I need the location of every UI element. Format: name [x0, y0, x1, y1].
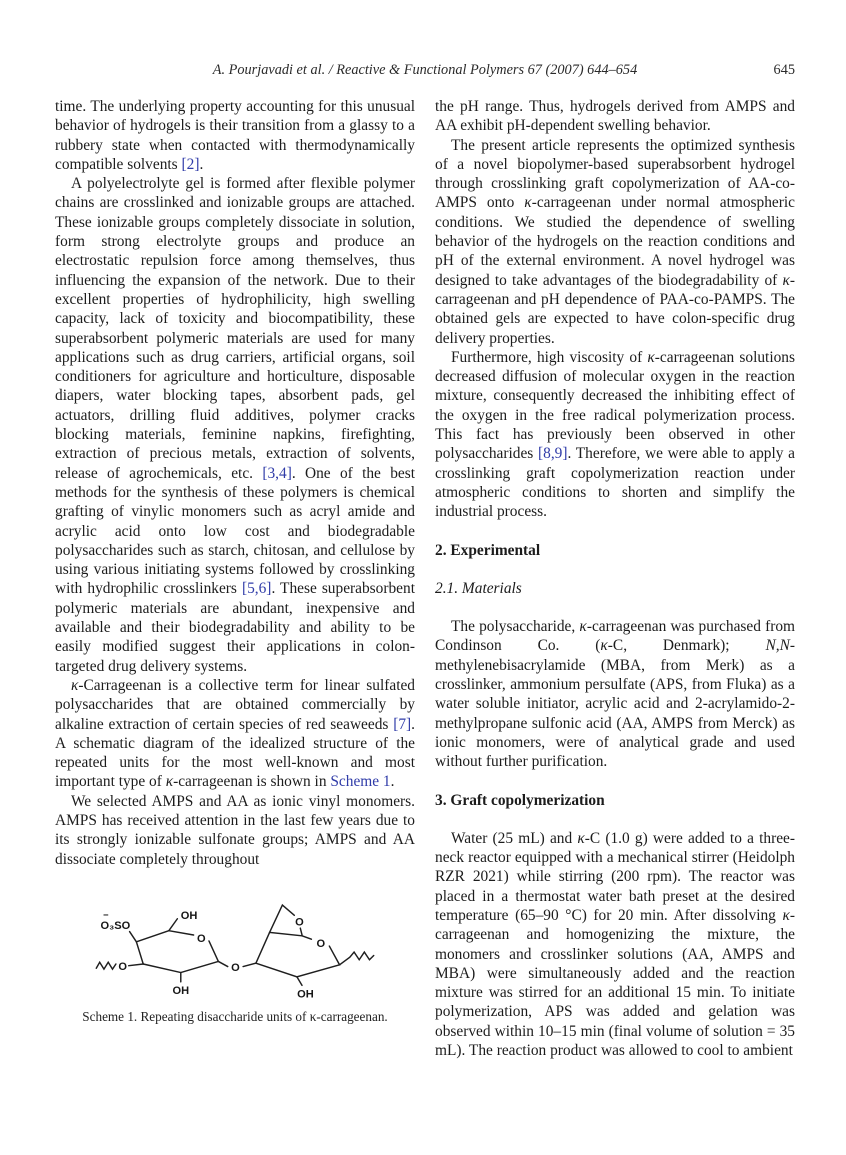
kappa-carrageenan-structure — [92, 893, 378, 1000]
text-run: -carrageenan is shown in — [173, 773, 331, 791]
section-heading-experimental — [435, 541, 795, 560]
paragraph — [55, 97, 415, 174]
glycosidic-oxygen-label: O — [231, 961, 240, 974]
right-column-text — [435, 97, 795, 1060]
text-run: the pH range. Thus, hydrogels derived from AMPS and AA exhibit pH-dependent swelling behavior. — [435, 98, 795, 135]
text-run: κ — [600, 637, 608, 655]
citation-link-3-4[interactable]: [3,4] — [262, 464, 292, 482]
text-run: N,N — [765, 637, 790, 655]
right-column — [435, 97, 795, 1060]
text-run: . These superabsorbent polymeric materials are abundant, inexpensive and available and their biodegradability and ability to be easily modified suggest their applications in colon-targeted drug delivery systems. — [55, 580, 415, 675]
paragraph — [55, 676, 415, 792]
text-run: Furthermore, high viscosity of — [451, 348, 648, 366]
text-run: -methylenebisacrylamide (MBA, from Merk) as a crosslinker, ammonium persulfate (APS, from Fluka) as a water soluble initiator, acrylic acid and 2-acrylamido-2-methylpropane sulfonic acid (AA, AMPS from Merck) as ionic monomers, were of analytical grade and used without further purification. — [435, 637, 795, 771]
text-run: κ — [524, 194, 532, 212]
text-run: κ — [71, 676, 79, 694]
text-run: κ — [577, 829, 585, 847]
text-run: We selected AMPS and AA as ionic vinyl monomers. AMPS has received attention in the last few years due to its strongly ionizable sulfonate groups; AMPS and AA dissociate completely throughout — [55, 792, 415, 868]
oh-bottom-right-label: OH — [297, 988, 314, 1000]
scheme-1-link[interactable]: Scheme 1 — [330, 773, 391, 791]
citation-link-5-6[interactable]: [5,6] — [241, 580, 272, 598]
section-heading-graft-copolymerization — [435, 791, 795, 810]
text-run: -carrageenan and homogenizing the mixture, the monomers and crosslinker solutions (AA, AMPS and MBA) were simultaneously added and the reaction mixture was stirred for an additional 15 min. To initiate polymerization, APS was added and gelation was observed within 10–15 min (final volume of solution = 35 mL). The reaction product was allowed to cool to ambient — [435, 906, 795, 1060]
oh-bottom-left-label: OH — [172, 984, 190, 997]
text-run: -carrageenan was purchased from Condinson Co. ( — [435, 618, 796, 655]
ring-oxygen-left-label: O — [196, 932, 206, 945]
text-run: A polyelectrolyte gel is formed after flexible polymer chains are crosslinked and ionizable groups are attached. These ionizable groups completely dissociate in solution, form strong electrolyte groups and produce an electrostatic repulsion force among themselves, thus influencing the expansion of the network. Due to their excellent properties of hydrophilicity, high swelling capacity, lack of toxicity and biocompatibility, these superabsorbent polymeric materials are used for many applications such as drug carriers, artificial organs, soil conditioners for agriculture and horticulture, disposable diapers, water blocking tapes, absorbent pads, gel actuators, drilling fluid additives, polymer cracks blocking materials, feminine napkins, firefighting, extraction of precious metals, extraction of solvents, release of agrochemicals, etc. — [55, 175, 415, 482]
text-run: time. The underlying property accounting for this unusual behavior of hydrogels is their transition from a glassy to a rubbery state when contacted with thermodynamically compatible solvents — [55, 98, 415, 173]
paragraph — [435, 97, 795, 136]
text-run: -carrageenan under normal atmospheric conditions. We studied the dependence of swelling behavior of the hydrogels on the reaction conditions and pH of the external environment. A novel hydrogel was designed to take advantages of the biodegradability of — [435, 194, 795, 289]
text-run: κ — [782, 906, 790, 924]
text-run: -carrageenan and pH dependence of PAA-co-PAMPS. The obtained gels are expected to have colon-specific drug delivery properties. — [435, 271, 795, 347]
anhydro-bridge-oxygen-label: O — [295, 916, 304, 929]
running-title: A. Pourjavadi et al. / Reactive & Functional Polymers 67 (2007) 644–654 — [212, 62, 638, 78]
text-run: κ — [579, 618, 587, 636]
paragraph — [435, 136, 795, 348]
text-run: . — [199, 155, 204, 173]
text-run: 3. Graft copolymerization — [435, 791, 605, 809]
paragraph — [55, 792, 415, 869]
right-squiggle-bond — [340, 952, 374, 965]
paragraph — [55, 174, 415, 676]
text-run: -Carrageenan is a collective term for linear sulfated polysaccharides that are obtained commercially by alkaline extraction of certain species of red seaweeds — [55, 676, 415, 733]
text-run: -C (1.0 g) were added to a three-neck reactor equipped with a mechanical stirrer (Heidolph RZR 2021) while stirring (200 rpm). The reactor was placed in a thermostat water bath preset at the desired temperature (65–90 °C) for 20 min. After dissolving — [435, 829, 795, 924]
text-run: κ — [782, 271, 790, 289]
text-run: κ — [647, 348, 655, 366]
left-column — [55, 97, 415, 1060]
subsection-heading-materials — [435, 579, 795, 598]
page-number: 645 — [773, 62, 795, 78]
text-run: κ — [165, 773, 174, 791]
text-run: 2.1. Materials — [435, 579, 522, 597]
text-run: . Therefore, we were able to apply a crosslinking graft copolymerization reaction under atmospheric conditions to shorten and simplify the industrial process. — [435, 445, 795, 521]
scheme-caption: Scheme 1. Repeating disaccharide units of κ-carrageenan. — [82, 1008, 388, 1024]
ring-oxygen-right-label: O — [316, 937, 326, 950]
text-run: . A schematic diagram of the idealized structure of the repeated units for the most well-known and most important type of — [55, 715, 415, 791]
running-header — [55, 62, 795, 82]
ch2oh-label: OH — [180, 909, 198, 922]
scheme-1-figure — [55, 893, 415, 1025]
paragraph — [435, 348, 795, 522]
two-column-body — [55, 97, 795, 1060]
text-run: . One of the best methods for the synthesis of these polymers is chemical grafting of vinylic monomers such as acryl amide and acrylic acid onto low cost and biodegradable polysaccharides such as starch, chitosan, and cellulose by using various initiating systems followed by crosslinking with hydrophilic crosslinkers — [55, 464, 415, 598]
paragraph — [435, 829, 795, 1061]
text-run: -carrageenan solutions decreased diffusion of molecular oxygen in the reaction mixture, consequently decreased the inhibiting effect of the oxygen in the free radical polymerization process. This fact has previously been observed in other polysaccharides — [435, 348, 795, 463]
left-squiggle-bond — [96, 962, 116, 969]
sulfate-group-label: O₃SO — [100, 919, 131, 932]
text-run: The present article represents the optimized synthesis of a novel biopolymer-based superabsorbent hydrogel through crosslinking graft copolymerization of AA-co-AMPS onto — [435, 136, 795, 212]
citation-link-2[interactable]: [2] — [181, 155, 200, 173]
text-run: -C, Denmark); — [607, 637, 766, 655]
paragraph — [435, 617, 795, 771]
citation-link-8-9[interactable]: [8,9] — [538, 445, 568, 463]
text-run: 2. Experimental — [435, 541, 541, 559]
text-run: Water (25 mL) and — [451, 829, 578, 847]
citation-link-7[interactable]: [7] — [393, 715, 412, 733]
text-run: The polysaccharide, — [451, 618, 580, 636]
text-run: . — [390, 773, 395, 791]
left-column-text — [55, 97, 415, 869]
chain-oxygen-left-label: O — [118, 960, 128, 973]
sulfate-charge-label: − — [103, 908, 109, 920]
